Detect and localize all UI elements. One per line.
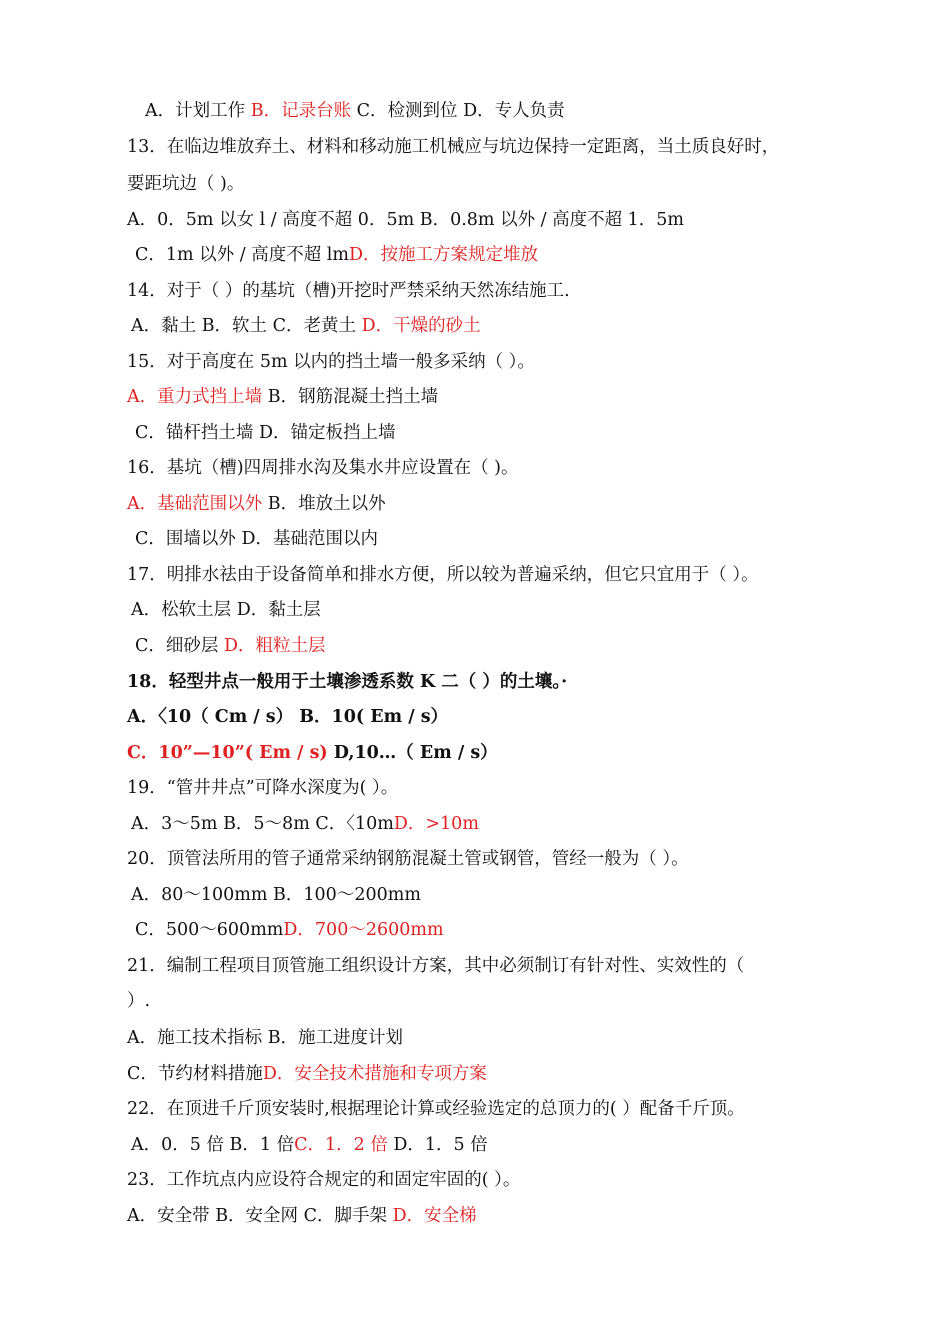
text-line — [127, 1027, 850, 1049]
text-line — [131, 813, 850, 835]
text-line — [127, 280, 850, 302]
text-segment: A．3～5m B．5～8m C．〈10m — [131, 814, 394, 834]
text-segment: A．0．5 倍 B．1 倍 — [131, 1135, 295, 1155]
text-line — [127, 990, 850, 1012]
text-line — [131, 599, 850, 621]
text-line — [127, 777, 850, 799]
text-line — [127, 209, 850, 231]
answer-highlight: C．10”—10”( Em / s) — [127, 743, 328, 763]
text-segment: C．1m 以外 / 高度不超 lm — [135, 245, 349, 265]
text-line — [135, 244, 850, 266]
text-line — [127, 493, 850, 515]
text-segment: D．1．5 倍 — [387, 1135, 488, 1155]
answer-highlight: D．安全技术措施和专项方案 — [262, 1064, 487, 1084]
text-segment: ）. — [127, 991, 151, 1011]
text-line — [127, 1063, 850, 1085]
text-line — [145, 100, 850, 122]
text-line — [135, 635, 850, 657]
text-line — [127, 1205, 850, 1227]
text-segment: C．500～600mm — [135, 920, 284, 940]
text-segment: C．细砂层 — [135, 636, 224, 656]
text-line — [131, 1134, 850, 1156]
text-segment: C．围墙以外 D．基础范围以内 — [135, 529, 378, 549]
answer-highlight: C．1．2 倍 — [294, 1135, 388, 1155]
text-line — [135, 528, 850, 550]
text-line — [127, 386, 850, 408]
text-segment: 23．工作坑点内应设符合规定的和固定牢固的( ）。 — [127, 1170, 521, 1190]
text-segment: 21．编制工程项目顶管施工组织设计方案，其中必须制订有针对性、实效性的（ — [127, 956, 745, 976]
text-line — [127, 1098, 850, 1120]
text-line — [131, 884, 850, 906]
text-segment: 要距坑边（ )。 — [127, 174, 245, 194]
text-line — [127, 351, 850, 373]
text-segment: B．钢筋混凝土挡土墙 — [262, 387, 439, 407]
text-segment: C．锚杆挡土墙 D．锚定板挡上墙 — [135, 423, 396, 443]
text-segment: 16．基坑（槽)四周排水沟及集水井应设置在（ )。 — [127, 458, 519, 478]
text-segment: B．堆放土以外 — [262, 494, 386, 514]
answer-highlight: D．按施工方案规定堆放 — [348, 245, 538, 265]
text-segment: A．80～100mm B．100～200mm — [131, 885, 421, 905]
text-segment: A．安全带 B．安全网 C．脚手架 — [127, 1206, 393, 1226]
text-segment: A．松软土层 D．黏土层 — [131, 600, 321, 620]
text-segment: 19．“管井井点”可降水深度为( ）。 — [127, 778, 399, 798]
text-segment: C．节约材料措施 — [127, 1064, 263, 1084]
text-segment: C．检测到位 D．专人负责 — [356, 101, 565, 121]
text-segment: 20．顶管法所用的管子通常采纳钢筋混凝土管或钢管，管经一般为（ ）。 — [127, 849, 689, 869]
text-segment: 22．在顶进千斤顶安装时,根据理论计算或经验选定的总顶力的( ）配备千斤顶。 — [127, 1099, 745, 1119]
text-line — [127, 136, 850, 158]
text-segment: A．〈10（ Cm / s） B．10( Em / s） — [127, 707, 449, 727]
text-line — [127, 955, 850, 977]
answer-highlight: D．安全梯 — [392, 1206, 477, 1226]
text-line — [127, 457, 850, 479]
text-line — [127, 742, 850, 764]
text-segment: 13．在临边堆放弃土、材料和移动施工机械应与坑边保持一定距离，当土质良好时， — [127, 137, 780, 157]
text-line — [127, 671, 850, 693]
text-line — [135, 919, 850, 941]
text-segment: 15．对于高度在 5m 以内的挡土墙一般多采纳（ ）。 — [127, 352, 535, 372]
answer-highlight: A．重力式挡上墙 — [127, 387, 263, 407]
text-line — [127, 706, 850, 728]
text-segment: D,10…（ Em / s） — [327, 743, 498, 763]
text-line — [131, 315, 850, 337]
text-segment: 14．对于（ ）的基坑（槽)开挖时严禁采纳天然冻结施工. — [127, 281, 570, 301]
text-segment: A．施工技术指标 B．施工进度计划 — [127, 1028, 404, 1048]
text-segment: 18．轻型井点一般用于土壤渗透系数 K 二（ ）的土壤。· — [127, 672, 568, 692]
answer-highlight: D．>10m — [393, 814, 479, 834]
answer-highlight: D．700～2600mm — [283, 920, 444, 940]
text-segment: 17．明排水祛由于设备简单和排水方便，所以较为普遍采纳，但它只宜用于（ ）。 — [127, 565, 759, 585]
text-line — [127, 173, 850, 195]
answer-highlight: D．干燥的砂土 — [361, 316, 481, 336]
text-segment: A．0．5m 以女 l / 高度不超 0．5m B．0.8m 以外 / 高度不超 1．5m — [127, 210, 685, 230]
answer-highlight: B．记录台账 — [250, 101, 357, 121]
text-segment: A．计划工作 — [145, 101, 251, 121]
text-line — [127, 564, 850, 586]
answer-highlight: A．基础范围以外 — [127, 494, 263, 514]
text-line — [127, 1169, 850, 1191]
text-line — [127, 848, 850, 870]
answer-highlight: D．粗粒土层 — [223, 636, 326, 656]
text-segment: A．黏土 B．软土 C．老黄土 — [131, 316, 362, 336]
text-line — [135, 422, 850, 444]
